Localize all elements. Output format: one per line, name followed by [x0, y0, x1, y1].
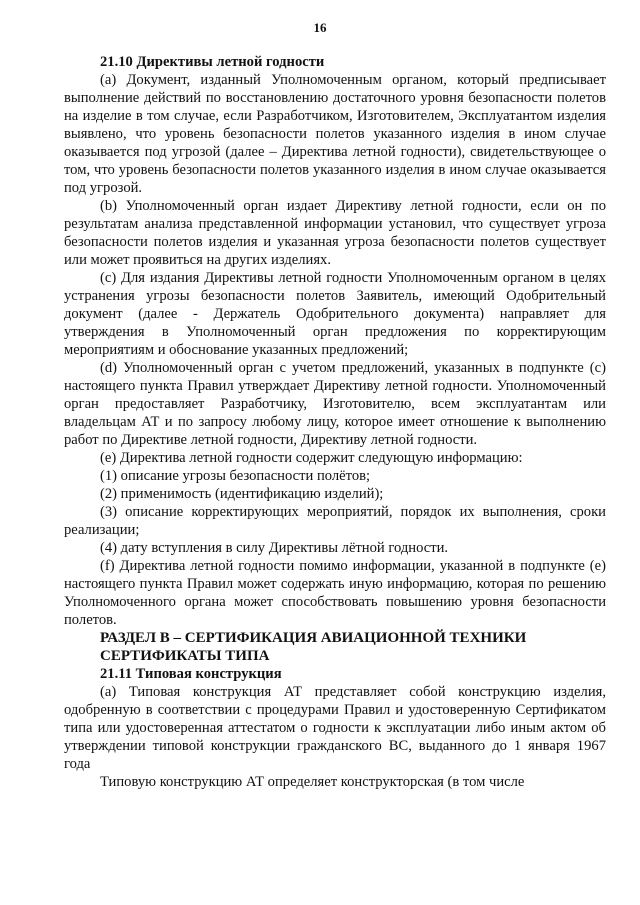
section-title: РАЗДЕЛ В – СЕРТИФИКАЦИЯ АВИАЦИОННОЙ ТЕХНИКИ [100, 630, 527, 646]
paragraph-21-10-b: (b) Уполномоченный орган издает Директиву летной годности, если он по результатам анализа представленной информации установил, что существует угроза безопасности полетов изделия и указанная угроза безопасности полетов существует или может проявиться на других изделиях. [64, 198, 606, 268]
heading-21-10: 21.10 Директивы летной годности [100, 54, 325, 70]
paragraph-21-10-d: (d) Уполномоченный орган с учетом предложений, указанных в подпункте (с) настоящего пункта Правил утверждает Директиву летной годности. Уполномоченный орган предоставляет Разработчику, Изготовителю, всем эксплуатантам или владельцам АТ и по запросу любому лицу, которое имеет отношение к выполнению работ по Директиве летной годности, Директиву летной годности. [64, 360, 606, 448]
heading-21-11: 21.11 Типовая конструкция [100, 666, 282, 682]
paragraph-21-10-f: (f) Директива летной годности помимо информации, указанной в подпункте (е) настоящего пункта Правил может содержать иную информацию, которая по решению Уполномоченного органа может способствовать повышению уровня безопасности полетов. [64, 558, 606, 628]
paragraph-21-11-b: Типовую конструкцию АТ определяет конструкторская (в том числе [100, 774, 525, 790]
subsection-title: СЕРТИФИКАТЫ ТИПА [100, 648, 270, 664]
paragraph-21-10-a: (а) Документ, изданный Уполномоченным органом, который предписывает выполнение действий по восстановлению достаточного уровня безопасности полетов на изделие в том случае, если Разработчиком, Изготовителем, Эксплуатантом изделия выявлено, что уровень безопасности полетов указанного изделия в ином случае оказывается под угрозой (далее – Директива летной годности), свидетельствующее о том, что уровень безопасности полетов указанного изделия в ином случае оказывается под угрозой. [64, 72, 606, 196]
paragraph-21-10-c: (c) Для издания Директивы летной годности Уполномоченным органом в целях устранения угрозы безопасности полетов Заявитель, имеющий Одобрительный документ (далее - Держатель Одобрительного документа) направляет для утверждения в Уполномоченный орган предложения по корректирующим мероприятиям и обоснование указанных предложений; [64, 270, 606, 358]
list-item-e1: (1) описание угрозы безопасности полётов; [100, 468, 371, 484]
paragraph-21-11-a: (а) Типовая конструкция АТ представляет собой конструкцию изделия, одобренную в соответствии с процедурами Правил и удостоверенную Сертификатом типа или удостоверенная аттестатом о годности к эксплуатации либо иным актом об утверждении типовой конструкции гражданского ВС, выданного до 1 января 1967 года [64, 684, 606, 772]
paragraph-21-10-e: (е) Директива летной годности содержит следующую информацию: [100, 450, 523, 466]
list-item-e2: (2) применимость (идентификацию изделий); [100, 486, 384, 502]
page-number: 16 [313, 20, 327, 35]
document-body [64, 53, 606, 791]
list-item-e4: (4) дату вступления в силу Директивы лётной годности. [100, 540, 449, 556]
list-item-e3: (3) описание корректирующих мероприятий, порядок их выполнения, сроки реализации; [64, 504, 606, 538]
